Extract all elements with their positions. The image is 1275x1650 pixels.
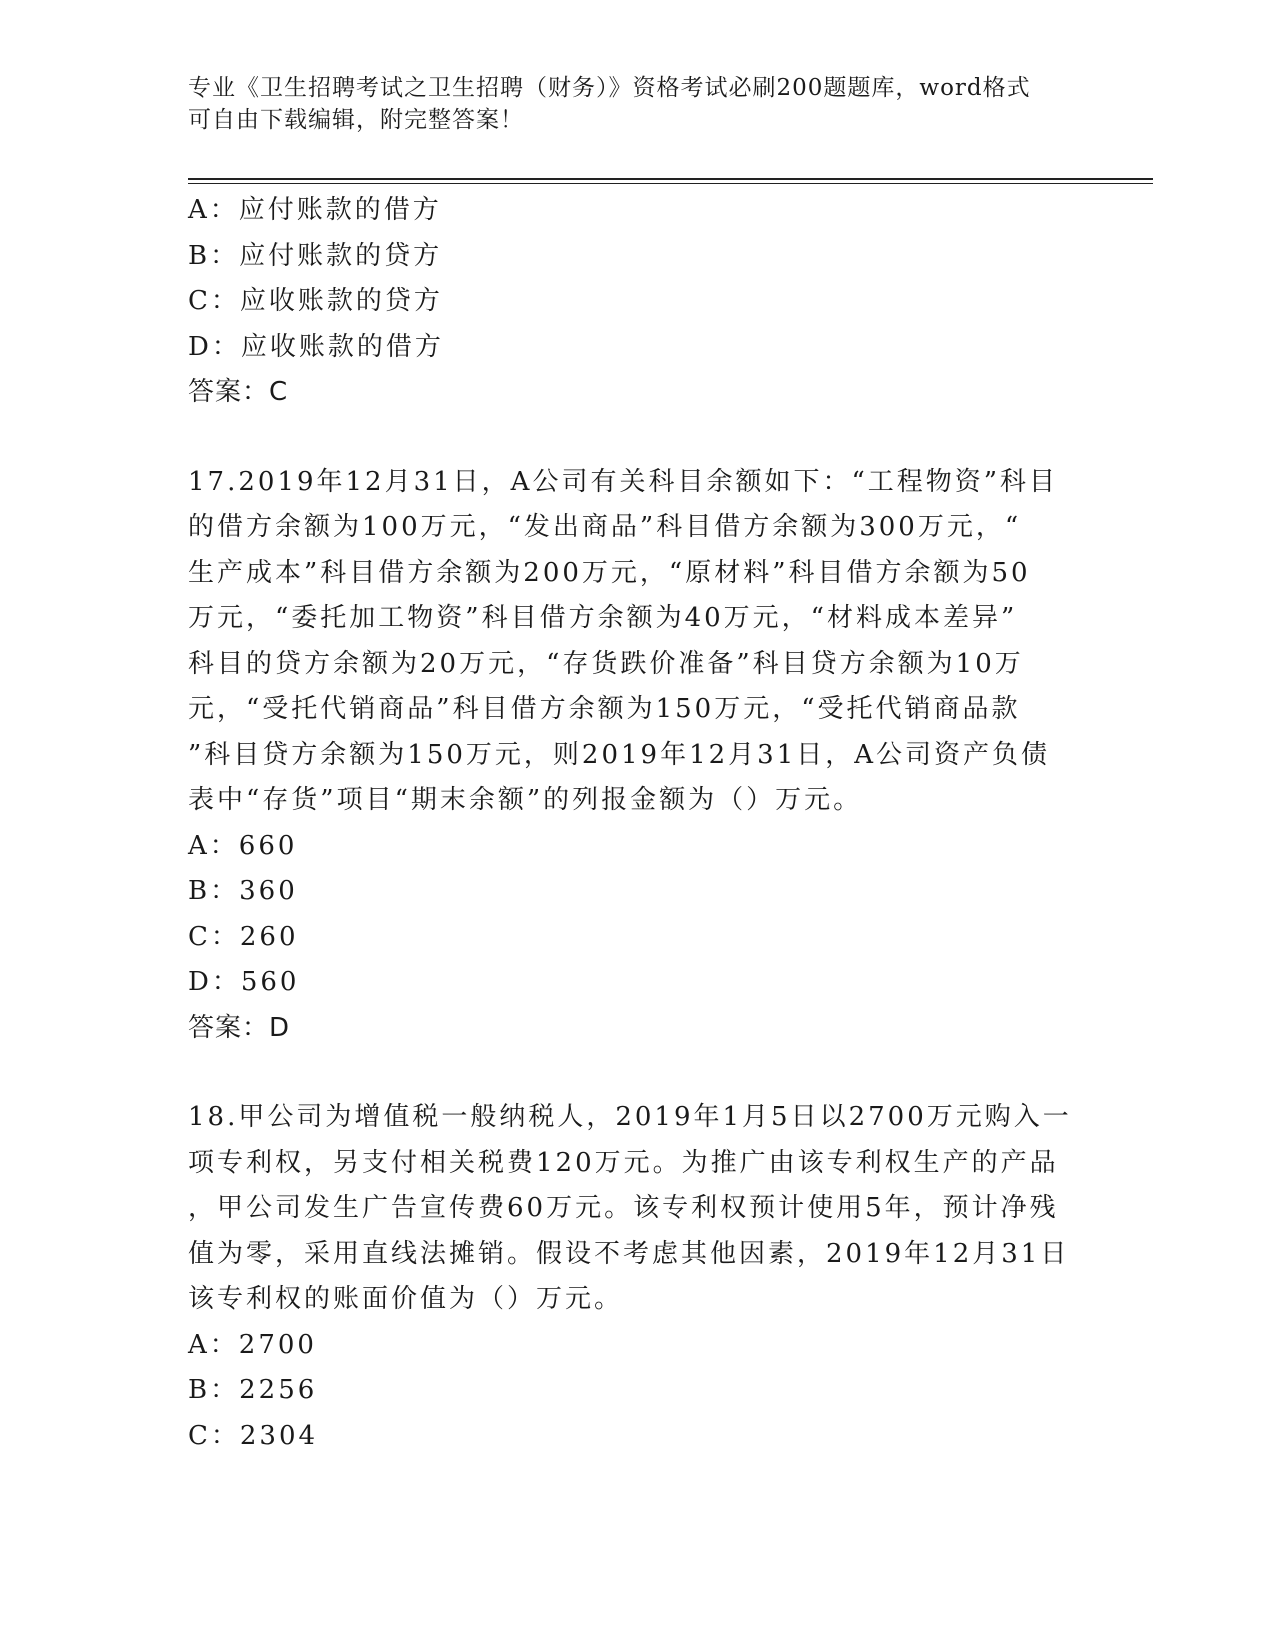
spacer — [188, 416, 1088, 460]
option-d: D：560 — [188, 967, 300, 997]
option-d: D：应收账款的借方 — [188, 331, 444, 362]
question-line: 项专利权，另支付相关税费120万元。为推广由该专利权生产的产品 — [188, 1147, 1059, 1178]
question-line: 表中“存货”项目“期末余额”的列报金额为（）万元。 — [188, 785, 863, 815]
question-line: 的借方余额为100万元，“发出商品”科目借方余额为300万元，“ — [188, 512, 1022, 542]
prev-question-block — [188, 188, 1088, 416]
question-17-text — [188, 460, 1068, 824]
option-c: C：260 — [188, 921, 299, 952]
question-line: 生产成本”科目借方余额为200万元，“原材料”科目借方余额为50 — [188, 557, 1031, 588]
document-body — [188, 188, 1088, 1459]
option-a: A：2700 — [188, 1329, 317, 1360]
header-divider-thick — [188, 178, 1153, 180]
option-b: B：360 — [188, 876, 298, 906]
document-header — [188, 72, 1068, 136]
question-line: 17.2019年12月31日，A公司有关科目余额如下：“工程物资”科目 — [188, 466, 1059, 497]
question-line: ，甲公司发生广告宣传费60万元。该专利权预计使用5年，预计净残 — [188, 1193, 1059, 1223]
option-c: C：2304 — [188, 1420, 319, 1451]
question-18-text — [188, 1095, 1072, 1323]
option-b: B：应付账款的贷方 — [188, 240, 443, 271]
option-a: A：应付账款的借方 — [188, 195, 442, 225]
question-line: 该专利权的账面价值为（）万元。 — [188, 1284, 624, 1314]
header-line-1: 专业《卫生招聘考试之卫生招聘（财务）》资格考试必刷200题题库，word格式 — [188, 75, 1031, 101]
question-line: 值为零，采用直线法摊销。假设不考虑其他因素，2019年12月31日 — [188, 1238, 1070, 1269]
question-line: 18.甲公司为增值税一般纳税人，2019年1月5日以2700万元购入一 — [188, 1102, 1072, 1132]
question-line: ”科目贷方余额为150万元，则2019年12月31日，A公司资产负债 — [188, 739, 1051, 770]
question-line: 元，“受托代销商品”科目借方余额为150万元，“受托代销商品款 — [188, 694, 1021, 724]
answer-line: 答案：C — [188, 377, 289, 407]
header-divider-thin — [188, 183, 1153, 184]
question-17-block — [188, 460, 1088, 1052]
option-c: C：应收账款的贷方 — [188, 286, 443, 316]
option-b: B：2256 — [188, 1375, 318, 1405]
question-18-block — [188, 1095, 1088, 1459]
answer-line: 答案：D — [188, 1012, 291, 1043]
spacer — [188, 1051, 1088, 1095]
question-line: 科目的贷方余额为20万元，“存货跌价准备”科目贷方余额为10万 — [188, 648, 1024, 679]
header-line-2: 可自由下载编辑，附完整答案！ — [188, 107, 524, 133]
question-line: 万元，“委托加工物资”科目借方余额为40万元，“材料成本差异” — [188, 603, 1018, 633]
option-a: A：660 — [188, 830, 298, 861]
